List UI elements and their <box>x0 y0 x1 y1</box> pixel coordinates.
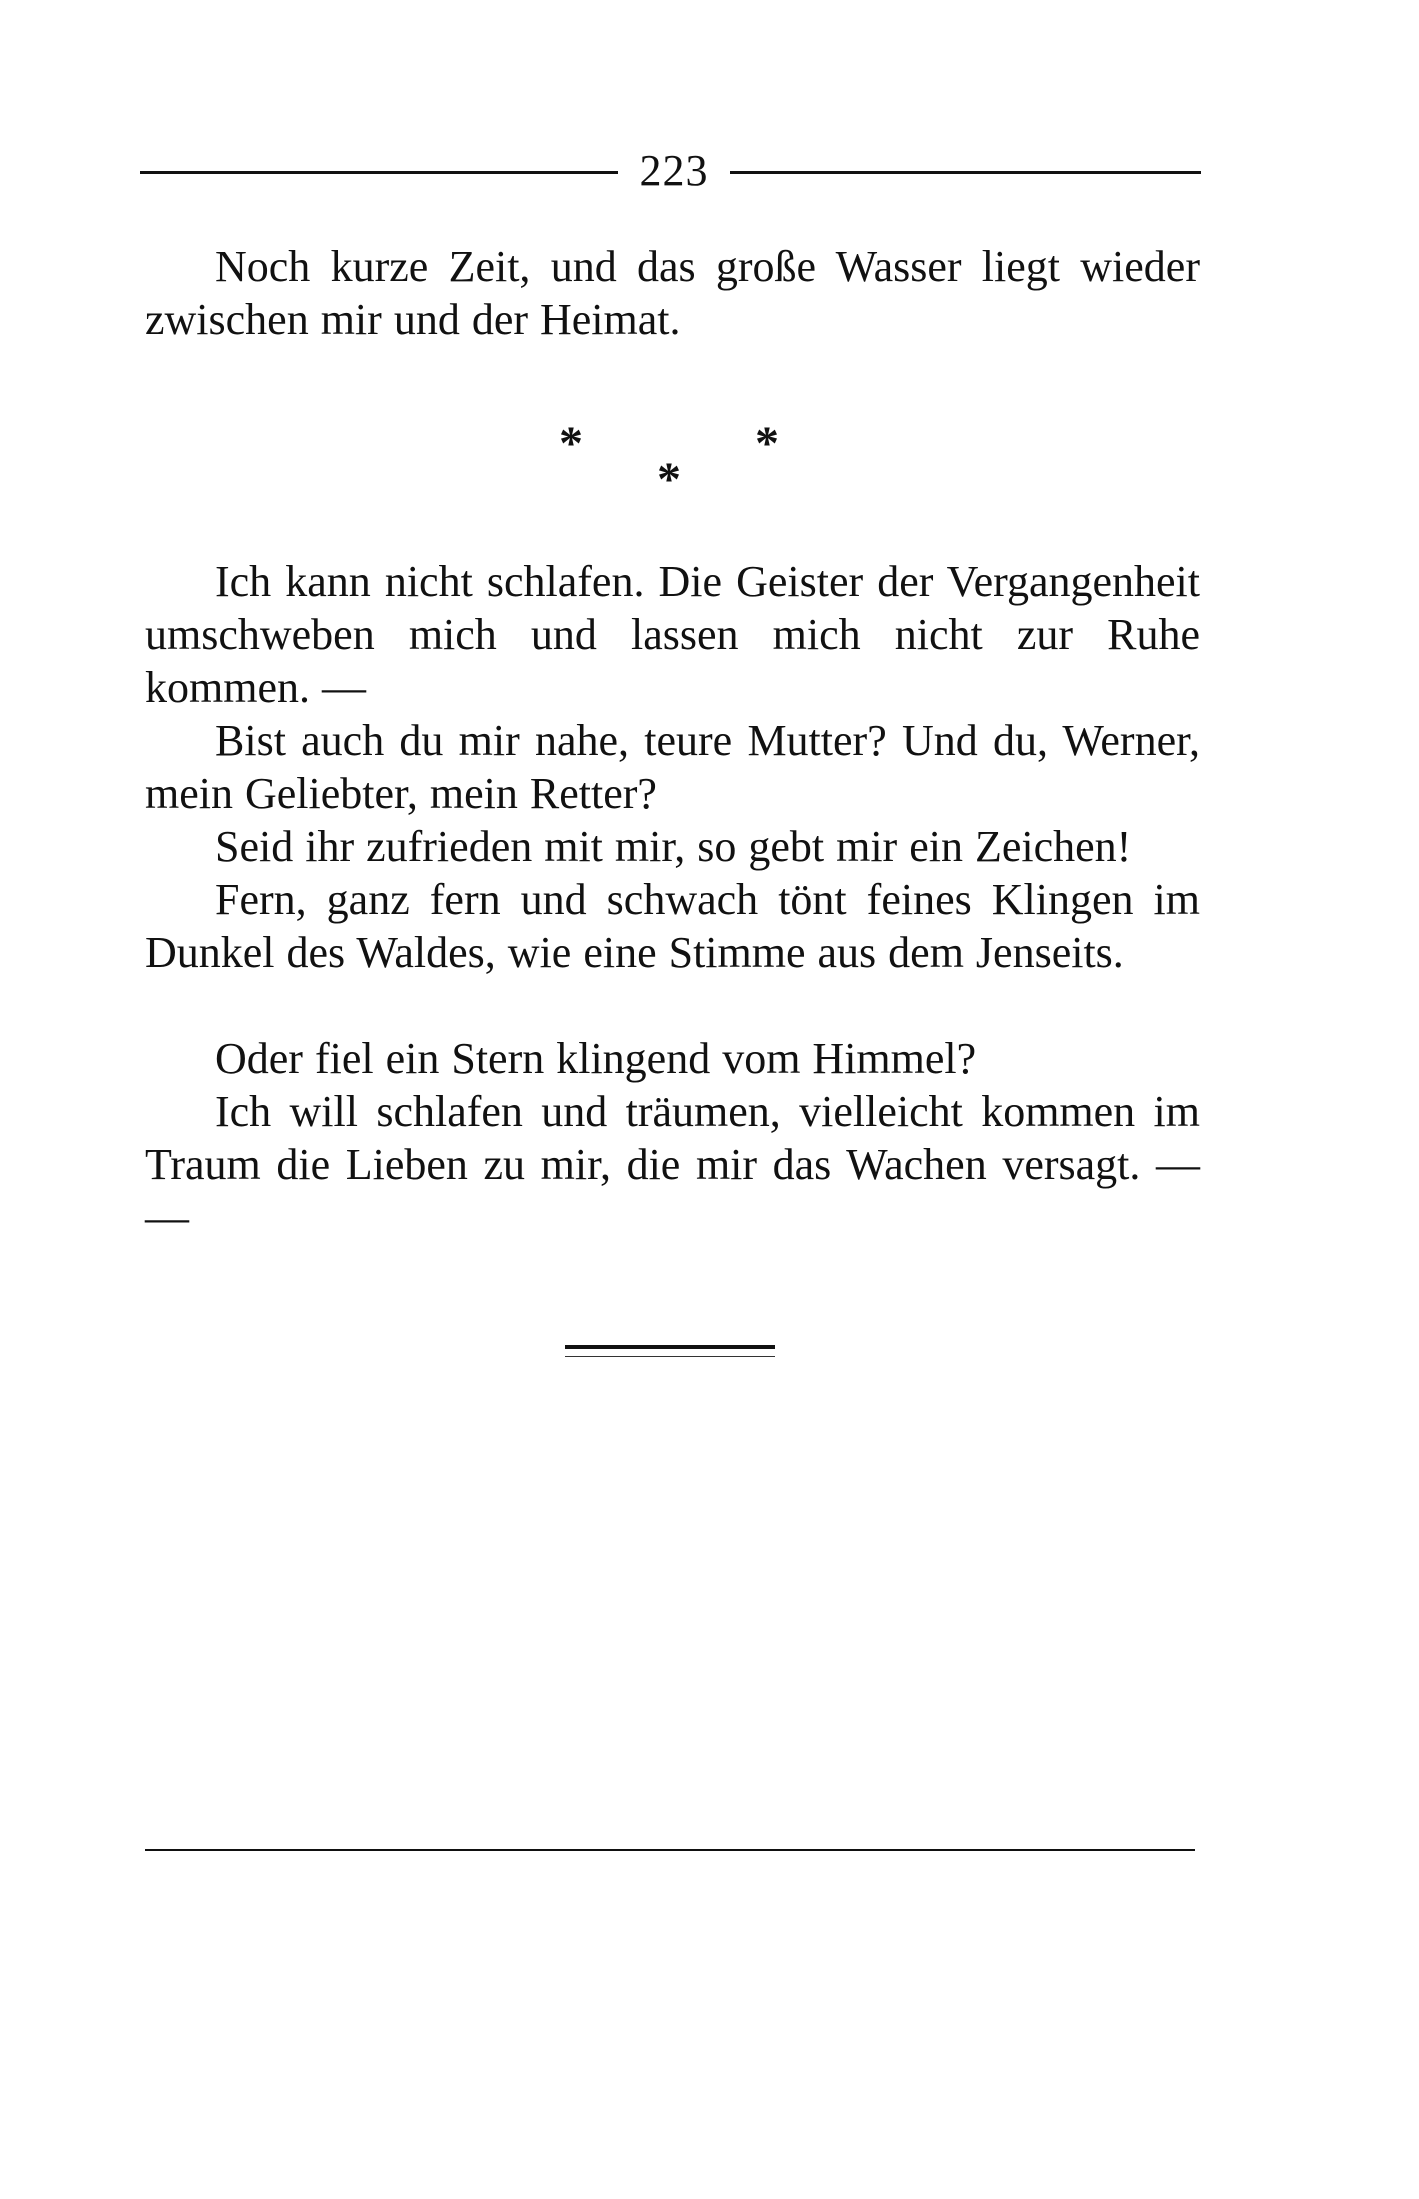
asterism-star-left: * <box>559 417 583 470</box>
asterism-star-bottom: * <box>657 453 681 506</box>
paragraph-3: Bist auch du mir nahe, teure Mutter? Und du, Werner, mein Geliebter, mein Retter? <box>145 716 1200 818</box>
asterism-star-right: * <box>755 417 779 470</box>
header-rule-right <box>730 171 1201 174</box>
paragraph-2: Ich kann nicht schlafen. Die Geister der Vergangenheit umschweben mich und lassen mich nicht zur Ruhe kommen. — <box>145 557 1200 712</box>
paragraph-6: Oder fiel ein Stern klingend vom Himmel? <box>215 1034 977 1083</box>
page-number: 223 <box>639 146 709 195</box>
end-rule-thin <box>565 1356 775 1357</box>
footer-rule <box>145 1849 1195 1851</box>
paragraph-7: Ich will schlafen und träumen, vielleicht kommen im Traum die Lieben zu mir, die mir das Wachen versagt. — — <box>145 1087 1200 1242</box>
paragraph-1: Noch kurze Zeit, und das große Wasser liegt wieder zwischen mir und der Heimat. <box>145 242 1200 344</box>
paragraph-4: Seid ihr zufrieden mit mir, so gebt mir ein Zeichen! <box>215 822 1132 871</box>
paragraph-5: Fern, ganz fern und schwach tönt feines Klingen im Dunkel des Waldes, wie eine Stimme aus dem Jenseits. <box>145 875 1200 977</box>
end-rule-thick <box>565 1345 775 1349</box>
header-rule-left <box>140 171 618 174</box>
